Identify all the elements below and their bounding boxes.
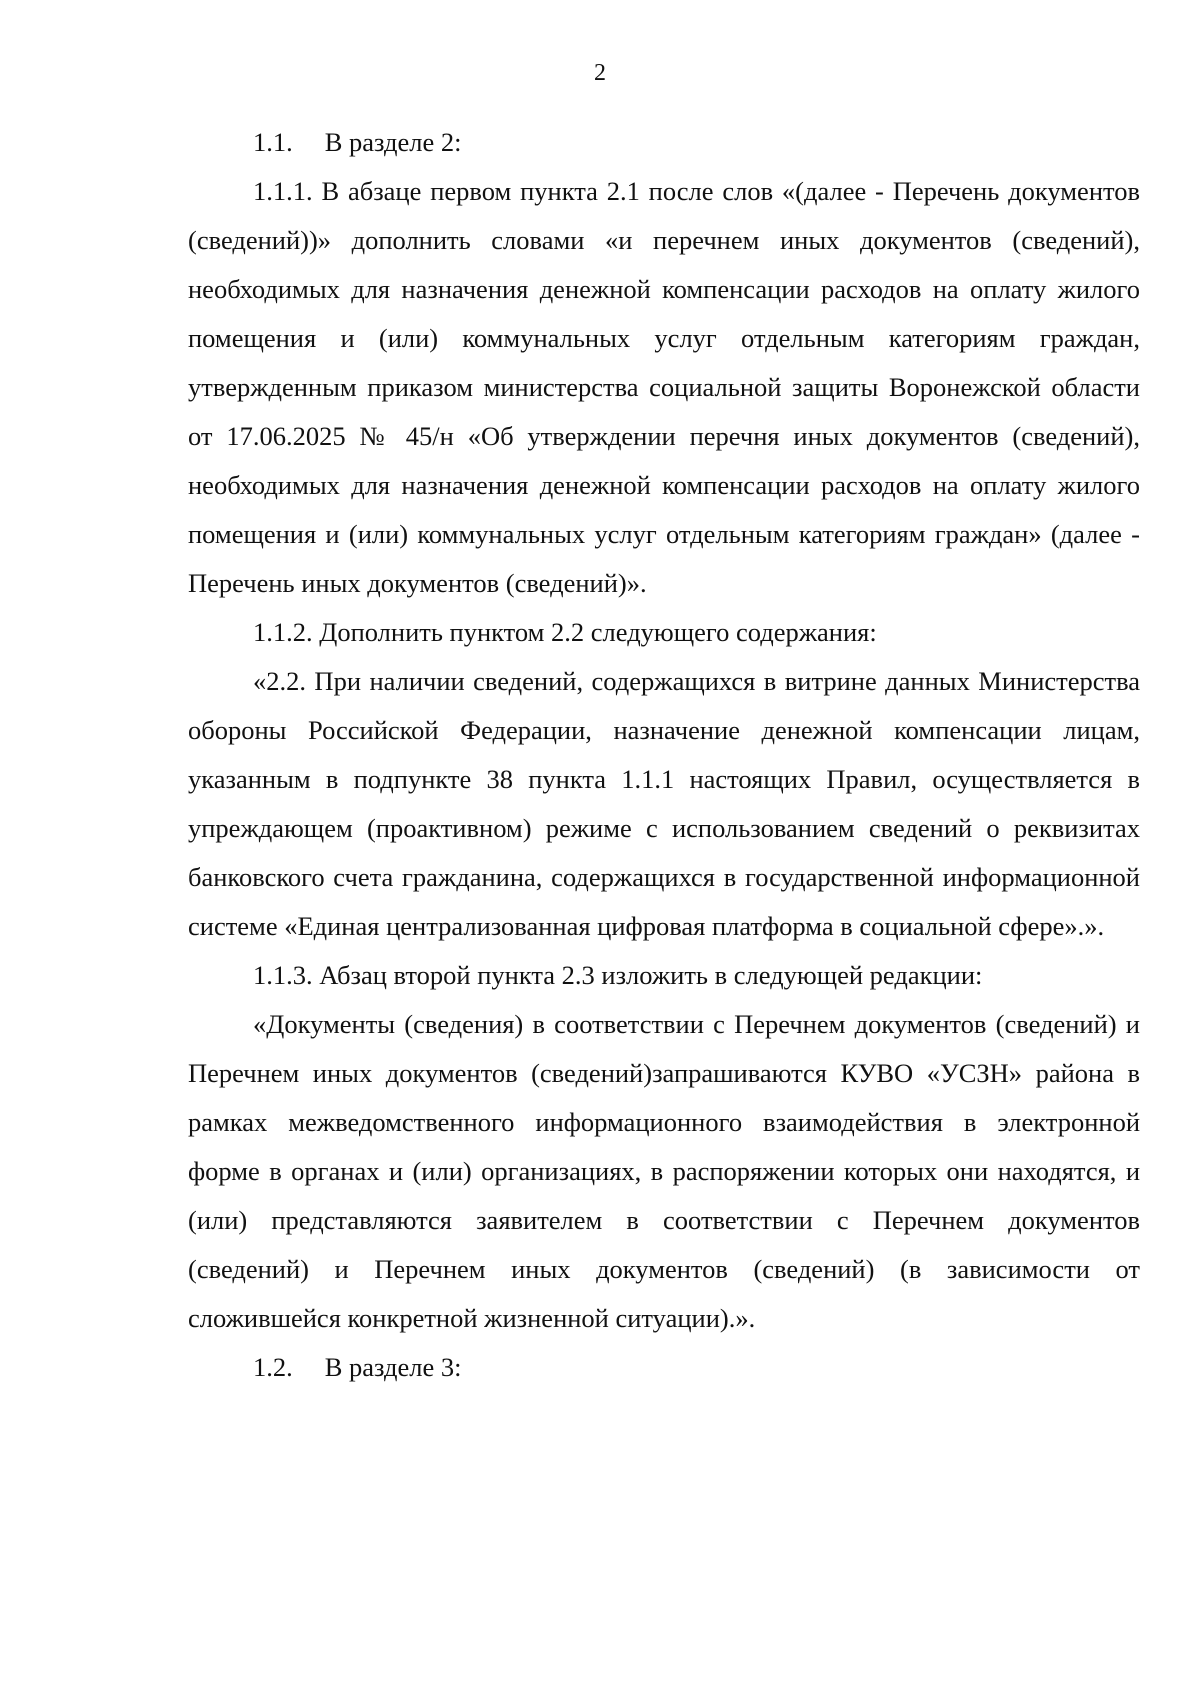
section-title: В разделе 2:: [324, 127, 462, 157]
section-title: В разделе 3:: [324, 1352, 462, 1382]
document-body: [188, 118, 1140, 1392]
section-number: 1.1.: [253, 127, 293, 157]
page-number: 2: [594, 60, 606, 86]
paragraph-1-1-2: 1.1.2. Дополнить пунктом 2.2 следующего содержания:: [253, 617, 877, 647]
paragraph-2-2-quote: «2.2. При наличии сведений, содержащихся в витрине данных Министерства обороны Российской Федерации, назначение денежной компенсации лицам, указанным в подпункте 38 пункта 1.1.1 настоящих Правил, осуществляется в упреждающем (проактивном) режиме с использованием сведений о реквизитах банковского счета гражданина, содержащихся в государственной информационной системе «Единая централизованная цифровая платформа в социальной сфере».».: [188, 666, 1140, 941]
section-heading-1-2: [188, 1343, 1140, 1392]
section-number: 1.2.: [253, 1352, 293, 1382]
paragraph-1-1-1: 1.1.1. В абзаце первом пункта 2.1 после слов «(далее - Перечень документов (сведений))» дополнить словами «и перечнем иных документов (сведений), необходимых для назначения денежной компенсации расходов на оплату жилого помещения и (или) коммунальных услуг отдельным категориям граждан, утвержденным приказом министерства социальной защиты Воронежской области от 17.06.2025 № 45/н «Об утверждении перечня иных документов (сведений), необходимых для назначения денежной компенсации расходов на оплату жилого помещения и (или) коммунальных услуг отдельным категориям граждан» (далее - Перечень иных документов (сведений)».: [188, 176, 1140, 598]
paragraph-1-1-3: 1.1.3. Абзац второй пункта 2.3 изложить в следующей редакции:: [253, 960, 983, 990]
paragraph-2-3-quote: «Документы (сведения) в соответствии с Перечнем документов (сведений) и Перечнем иных документов (сведений)запрашиваются КУВО «УСЗН» района в рамках межведомственного информационного взаимодействия в электронной форме в органах и (или) организациях, в распоряжении которых они находятся, и (или) представляются заявителем в соответствии с Перечнем документов (сведений) и Перечнем иных документов (сведений) (в зависимости от сложившейся конкретной жизненной ситуации).».: [188, 1009, 1140, 1333]
section-heading-1-1: [188, 118, 1140, 167]
